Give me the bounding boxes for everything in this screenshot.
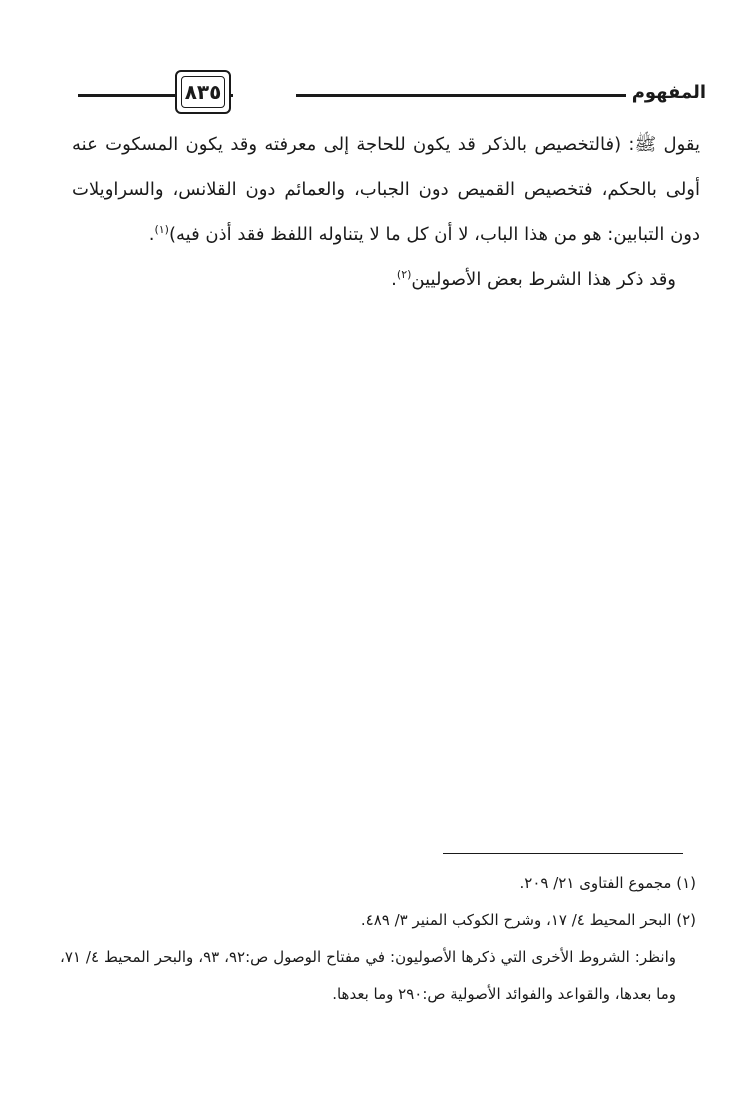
footnotes [60,865,696,1013]
header-rule-right [296,94,626,97]
paragraph-1 [72,122,700,257]
footnote-ref-2: (٢) [396,268,412,281]
page-header [66,62,706,122]
paragraph-1-text: يقول ﷺ: (فالتخصيص بالذكر قد يكون للحاجة إلى معرفته وقد يكون المسكوت عنه أولى بالحكم، فتخصيص القميص دون الجباب، والعمائم دون القلانس، والسراويلات دون التبابين: هو من هذا الباب، لا أن كل ما لا يتناوله اللفظ فقد أذن فيه) [72,134,700,245]
paragraph-1-end: . [148,224,155,245]
footnote-1: (١) مجموع الفتاوى ٢١/ ٢٠٩. [519,874,696,892]
paragraph-2 [72,257,700,302]
footnote-ref-1: (١) [154,223,169,236]
main-text [72,122,700,302]
paragraph-2-end: . [391,269,397,290]
running-head: المفهوم [631,82,706,103]
footnote-2: (٢) البحر المحيط ٤/ ١٧، وشرح الكوكب المنير ٣/ ٤٨٩. [360,911,696,929]
footnote-separator [443,853,683,854]
page-number: ٨٣٥ [184,80,222,104]
paragraph-2-text: وقد ذكر هذا الشرط بعض الأصوليين [411,269,676,290]
footnote-2-continuation: وانظر: الشروط الأخرى التي ذكرها الأصوليون: في مفتاح الوصول ص:٩٢، ٩٣، والبحر المحيط ٤/ ٧١، وما بعدها، والقواعد والفوائد الأصولية ص:٢٩٠ وما بعدها. [60,948,676,1003]
